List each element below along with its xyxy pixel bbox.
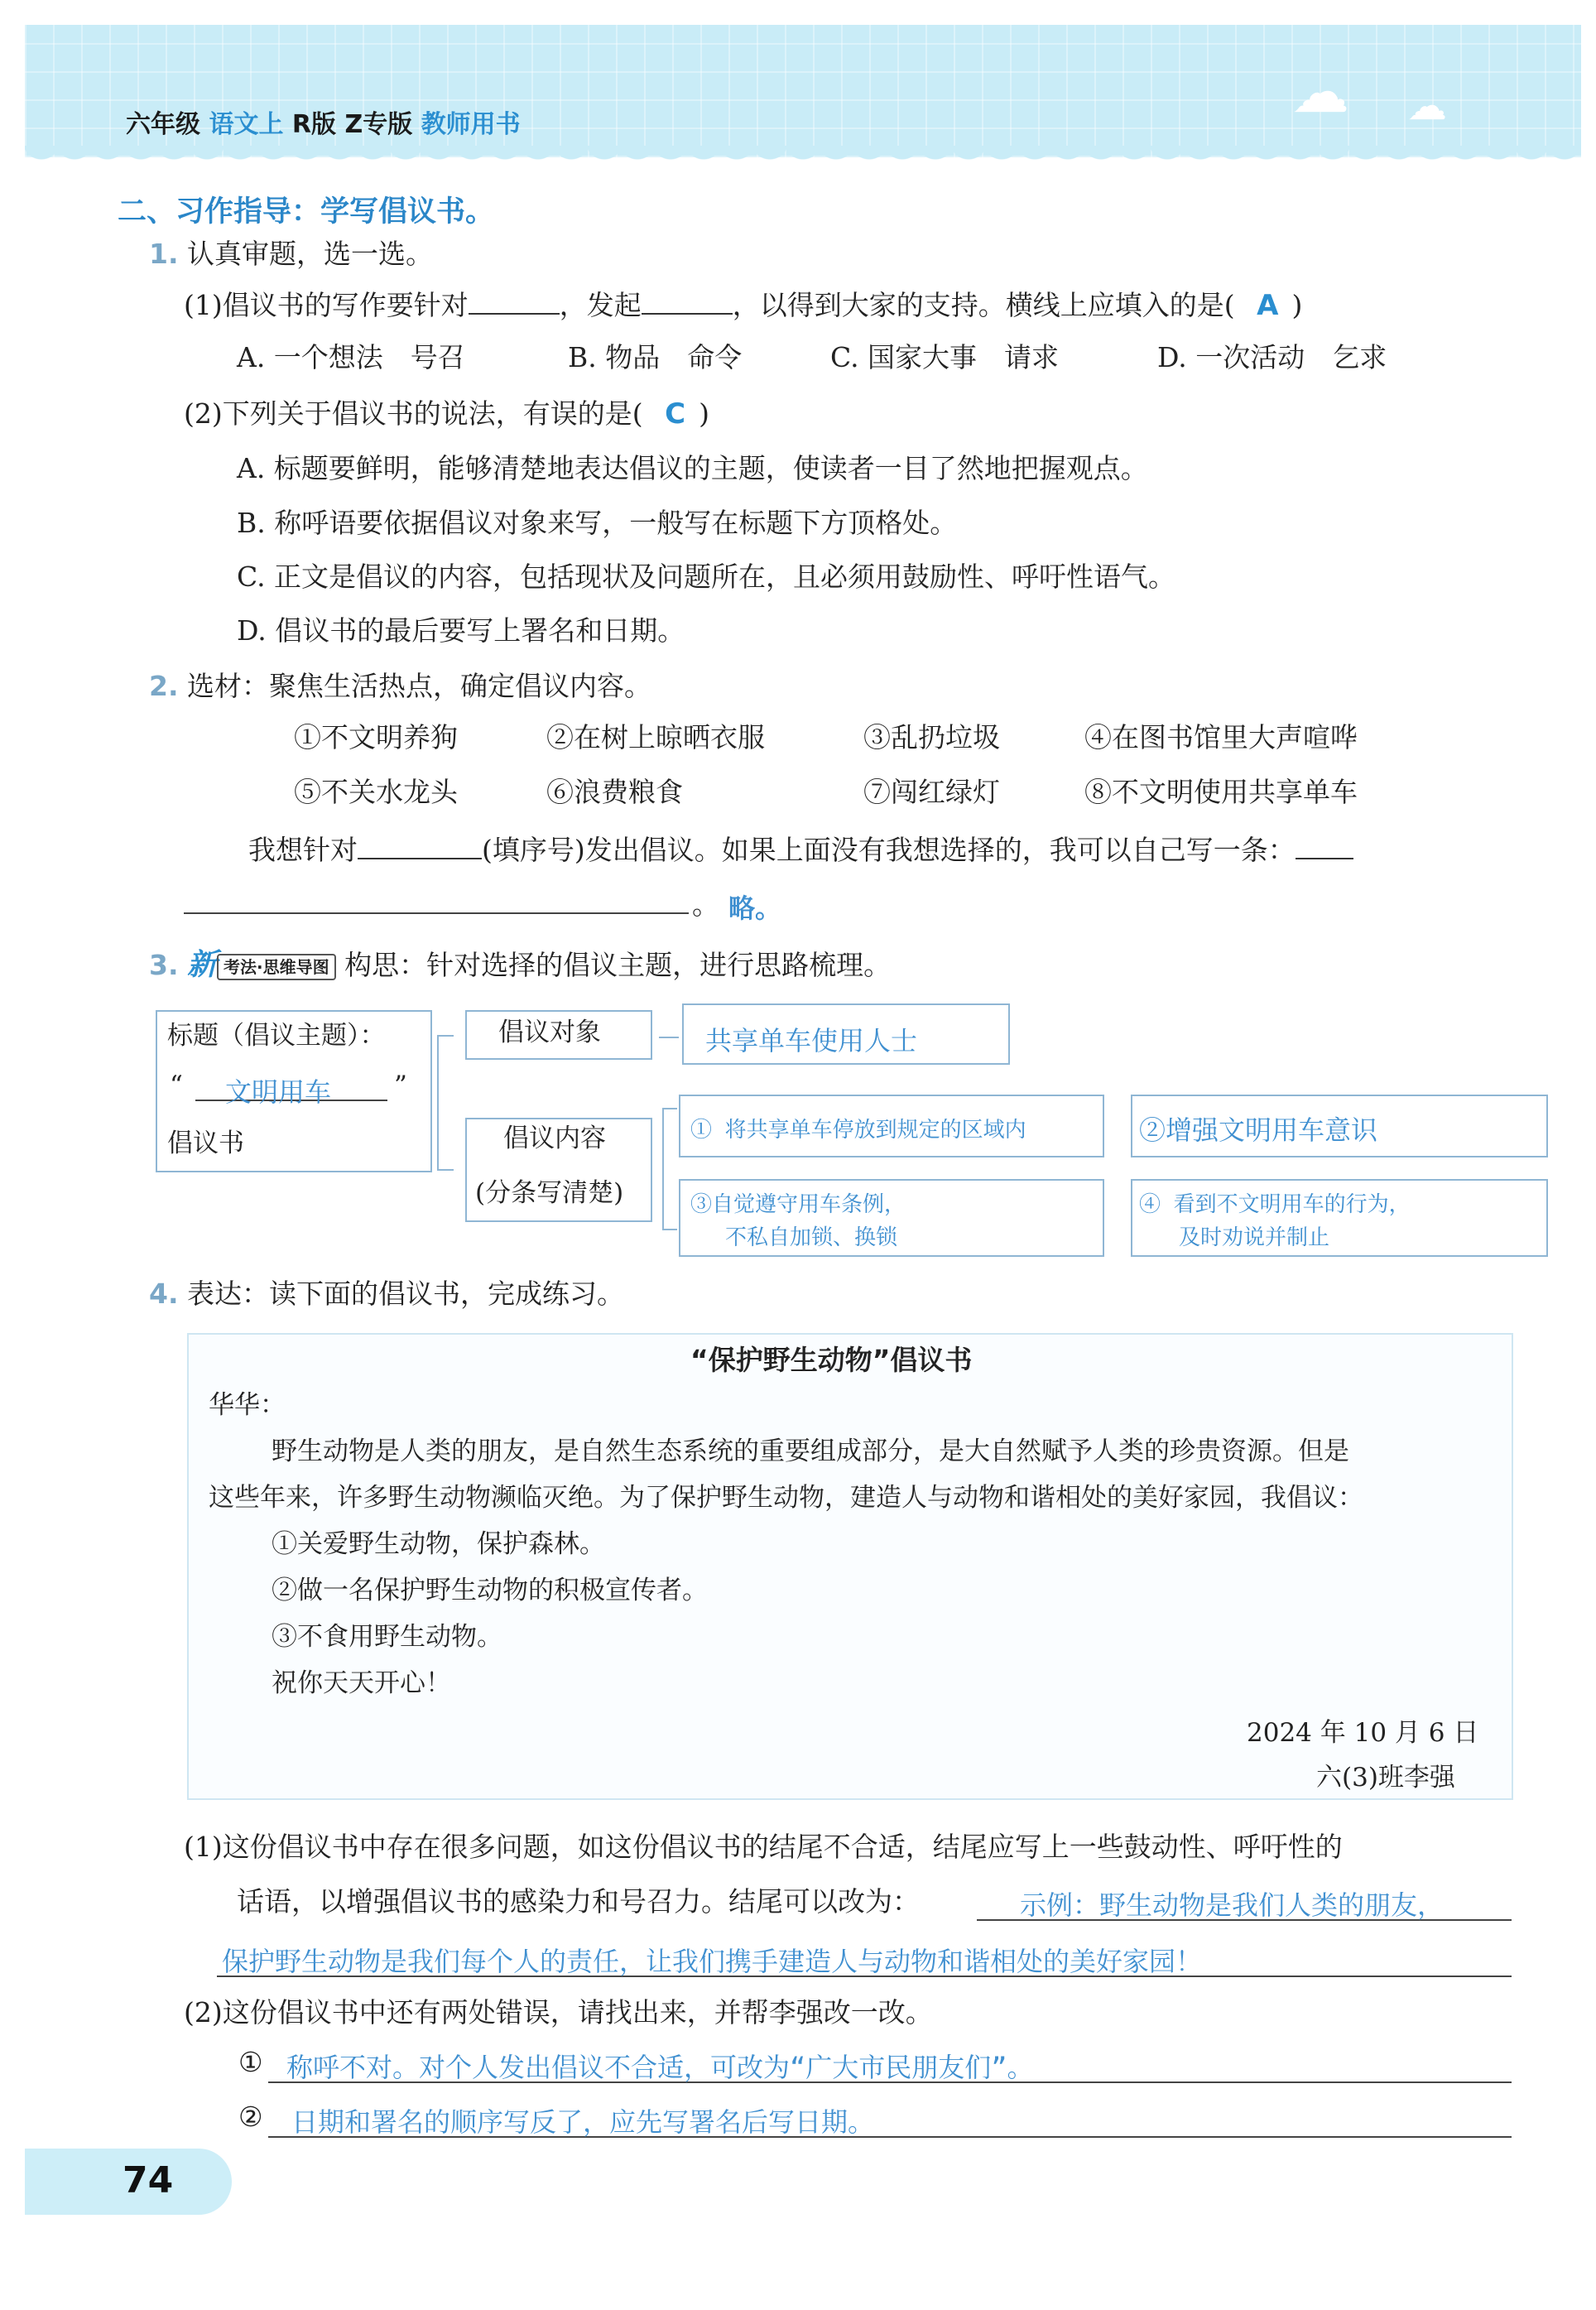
letter-closing: 祝你天天开心！: [272, 1668, 451, 1698]
q4-sub2-answer-2: 日期和署名的顺序写反了，应先写署名后写日期。: [291, 2106, 875, 2138]
edition: R版: [291, 110, 337, 139]
letter-salutation: 华华：: [209, 1390, 286, 1420]
letter-title: “保护野生动物”倡议书: [690, 1344, 973, 1376]
q2-item-1: ①不文明养狗: [294, 721, 458, 753]
mindmap-title-open-quote: “: [170, 1071, 183, 1100]
mindmap-content-item-3a: ③自觉遵守用车条例，: [690, 1192, 906, 1217]
mindmap-content-item-1: ① 将共享单车停放到规定的区域内: [690, 1118, 1026, 1143]
q4-heading: [149, 1278, 624, 1310]
mindmap-title-label: 标题（倡议主题）：: [167, 1021, 386, 1051]
mindmap-content-item-4a: ④ 看到不文明用车的行为，: [1139, 1192, 1411, 1217]
mindmap-content-sublabel: (分条写清楚): [475, 1178, 624, 1208]
blank: [358, 835, 482, 859]
q1-sub2-option-a: A. 标题要鲜明，能够清楚地表达倡议的主题，使读者一目了然地把握观点。: [237, 452, 1148, 484]
letter-item-1: ①关爱野生动物，保护森林。: [272, 1529, 605, 1559]
q1-number: 1.: [149, 238, 179, 270]
q1-sub1-stem-b: ，发起: [559, 289, 642, 321]
grade: 六年级: [126, 110, 200, 139]
q3-badge-text: 考法·思维导图: [217, 954, 336, 980]
q2-heading: [149, 672, 651, 700]
q3-number: 3.: [149, 949, 179, 981]
q2-label: 选材：: [187, 670, 269, 702]
q4-sub2-stem: (2)这份倡议书中还有两处错误，请找出来，并帮李强改一改。: [184, 1996, 933, 2028]
page-number: 74: [123, 2159, 174, 2202]
q1-sub1-option-d: D. 一次活动 乞求: [1157, 341, 1387, 373]
q4-number: 4.: [149, 1278, 179, 1310]
q1-sub1-stem-a: (1)倡议书的写作要针对: [184, 289, 469, 321]
q2-line-b: (填序号)发出倡议。如果上面没有我想选择的，我可以自己写一条：: [482, 834, 1296, 866]
q4-sub1-answer-b: 保护野生动物是我们每个人的责任，让我们携手建造人与动物和谐相处的美好家园！: [222, 1946, 1203, 1977]
q4-sub2-number-2: ②: [238, 2101, 263, 2133]
mindmap-connector: [659, 1037, 679, 1038]
q4-sub2-answer-1: 称呼不对。对个人发出倡议不合适，可改为“广大市民朋友们”。: [286, 2052, 1034, 2083]
special-edition: Z专版: [344, 110, 413, 139]
mindmap-title-suffix: 倡议书: [167, 1129, 244, 1158]
letter-item-2: ②做一名保护野生动物的积极宣传者。: [272, 1576, 708, 1605]
q2-item-5: ⑤不关水龙头: [294, 776, 458, 808]
q2-item-2: ②在树上晾晒衣服: [546, 721, 765, 753]
cloud-small-icon: ☁: [1407, 83, 1447, 129]
mindmap-content-item-4b: 及时劝说并制止: [1179, 1225, 1330, 1250]
q2-answer: 略。: [728, 893, 782, 924]
q1-sub2-option-c: C. 正文是倡议的内容，包括现状及问题所在，且必须用鼓励性、呼吁性语气。: [237, 561, 1176, 593]
q1-sub1-option-c: C. 国家大事 请求: [830, 341, 1060, 373]
q3-heading: [149, 950, 891, 980]
q1-sub1-stem-c: ，以得到大家的支持。横线上应填入的是(: [732, 289, 1235, 321]
q2-number: 2.: [149, 670, 179, 702]
q1-sub1-option-a: A. 一个想法 号召: [237, 341, 465, 373]
q1-sub2-stem: [184, 397, 709, 431]
mindmap-title-answer: 文明用车: [225, 1076, 332, 1108]
q1-sub1-option-b: B. 物品 命令: [568, 341, 743, 373]
q2-item-4: ④在图书馆里大声喧哗: [1084, 721, 1358, 753]
letter-item-3: ③不食用野生动物。: [272, 1622, 502, 1652]
q3-label: 构思：: [344, 949, 427, 981]
q2-item-7: ⑦闯红绿灯: [863, 776, 1000, 808]
mindmap-target-answer: 共享单车使用人士: [705, 1025, 918, 1056]
q2-line-a: 我想针对: [248, 834, 358, 866]
cloud-icon: ☁: [1291, 58, 1349, 126]
q2-text: 聚焦生活热点，确定倡议内容。: [269, 670, 651, 702]
q1-sub2-option-b: B. 称呼语要依据倡议对象来写，一般写在标题下方顶格处。: [237, 507, 958, 539]
mindmap-target-label: 倡议对象: [498, 1018, 601, 1047]
q1-sub2-option-d: D. 倡议书的最后要写上署名和日期。: [237, 614, 685, 647]
book-title: [126, 103, 521, 140]
q2-period: 。: [692, 888, 719, 921]
q1-sub1-stem-d: ): [1291, 289, 1303, 321]
blank: [1296, 835, 1353, 859]
q1-title: 认真审题，选一选。: [187, 238, 433, 270]
blank: [642, 290, 733, 315]
q2-answer-line: [184, 912, 689, 914]
blank: [469, 290, 560, 315]
q1-sub1-answer: A: [1257, 289, 1279, 322]
letter-date: 2024 年 10 月 6 日: [1247, 1718, 1479, 1748]
q2-fill-line: [248, 835, 1353, 864]
q1-sub2-stem-b: ): [699, 397, 709, 430]
mindmap-bracket-content: [662, 1108, 677, 1230]
q4-label: 表达：: [187, 1278, 269, 1310]
q4-sub1-answer-a: 示例：野生动物是我们人类的朋友，: [1020, 1889, 1445, 1921]
letter-body-line-2: 这些年来，许多野生动物濒临灭绝。为了保护野生动物，建造人与动物和谐相处的美好家园，我倡议：: [209, 1483, 1363, 1513]
q1-sub1-stem: [184, 290, 1302, 320]
q3-text: 针对选择的倡议主题，进行思路梳理。: [426, 949, 892, 981]
section-title: 二、习作指导：学写倡议书。: [118, 195, 495, 229]
q1-heading: [149, 238, 433, 270]
q1-sub2-stem-a: (2)下列关于倡议书的说法，有误的是(: [184, 397, 643, 430]
q1-sub2-answer: C: [665, 397, 686, 431]
mindmap-title-close-quote: ”: [394, 1071, 407, 1100]
q3-badge-new: 新: [187, 948, 218, 982]
mindmap-content-item-3b: 不私自加锁、换锁: [725, 1225, 898, 1250]
header-wave: [25, 146, 1581, 171]
subject: 语文上: [209, 110, 284, 139]
q4-text: 读下面的倡议书，完成练习。: [269, 1278, 624, 1310]
q4-sub1-line-1: (1)这份倡议书中存在很多问题，如这份倡议书的结尾不合适，结尾应写上一些鼓动性、呼吁性的: [184, 1831, 1343, 1863]
q2-item-6: ⑥浪费粮食: [546, 776, 683, 808]
mindmap-bracket-main: [437, 1035, 454, 1171]
mindmap-content-label: 倡议内容: [503, 1124, 606, 1153]
q4-sub1-line-2: 话语，以增强倡议书的感染力和号召力。结尾可以改为：: [237, 1885, 920, 1918]
q4-sub2-number-1: ①: [238, 2046, 263, 2078]
letter-signature: 六(3)班李强: [1316, 1763, 1455, 1793]
teacher-tag: 教师用书: [421, 110, 521, 139]
q2-item-8: ⑧不文明使用共享单车: [1084, 776, 1358, 808]
letter-body-line-1: 野生动物是人类的朋友，是自然生态系统的重要组成部分，是大自然赋予人类的珍贵资源。但是: [272, 1437, 1349, 1466]
mindmap-content-item-2: ②增强文明用车意识: [1139, 1114, 1378, 1146]
q2-item-3: ③乱扔垃圾: [863, 721, 1000, 753]
